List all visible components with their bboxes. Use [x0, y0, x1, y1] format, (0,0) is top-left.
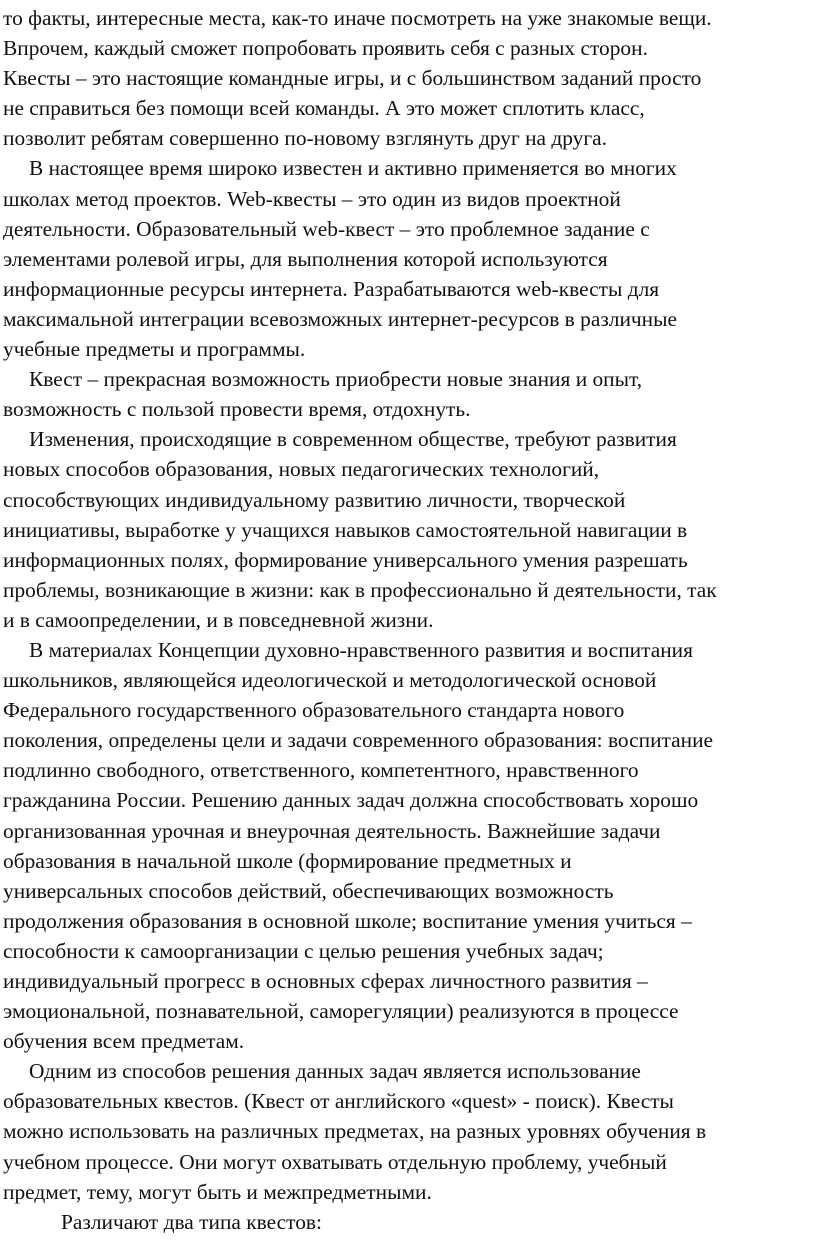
text-line: информационных полях, формирование универсального умения разрешать	[3, 547, 688, 572]
text-line: Различают два типа квестов:	[61, 1209, 322, 1234]
text-line: не справиться без помощи всей команды. А это может сплотить класс,	[3, 96, 645, 121]
text-line: Квест – прекрасная возможность приобрести новые знания и опыт,	[29, 367, 643, 392]
text-line: образования в начальной школе (формирование предметных и	[3, 848, 572, 873]
text-line: Квесты – это настоящие командные игры, и с большинством заданий просто	[3, 66, 702, 91]
text-line: то факты, интересные места, как-то иначе посмотреть на уже знакомые вещи.	[3, 6, 712, 30]
text-line: Впрочем, каждый сможет попробовать проявить себя с разных сторон.	[3, 36, 648, 61]
text-line: информационные ресурсы интернета. Разрабатываются web-квесты для	[3, 276, 660, 301]
text-line: образовательных квестов. (Квест от английского «quest» - поиск). Квесты	[3, 1089, 674, 1114]
text-line: школах метод проектов. Web-квесты – это один из видов проектной	[3, 186, 621, 211]
text-line: универсальных способов действий, обеспечивающих возможность	[3, 878, 614, 903]
text-line: можно использовать на различных предметах, на разных уровнях обучения в	[3, 1119, 707, 1144]
text-line: Одним из способов решения данных задач является использование	[29, 1059, 641, 1084]
text-line: новых способов образования, новых педагогических технологий,	[3, 457, 600, 482]
text-line: подлинно свободного, ответственного, компетентного, нравственного	[3, 758, 639, 783]
text-line: обучения всем предметам.	[3, 1029, 245, 1054]
text-line: способности к самоорганизации с целью решения учебных задач;	[3, 938, 604, 963]
text-line: организованная урочная и внеурочная деятельность. Важнейшие задачи	[3, 818, 661, 843]
text-line: предмет, тему, могут быть и межпредметными.	[3, 1179, 432, 1204]
text-line: школьников, являющейся идеологической и методологической основой	[3, 668, 657, 693]
text-line: инициативы, выработке у учащихся навыков самостоятельной навигации в	[3, 517, 688, 542]
text-line: максимальной интеграции всевозможных интернет-ресурсов в различные	[3, 306, 677, 331]
text-line: учебном процессе. Они могут охватывать отдельную проблему, учебный	[3, 1149, 667, 1174]
text-line: продолжения образования в основной школе; воспитание умения учиться –	[3, 908, 692, 933]
text-line: и в самоопределении, и в повседневной жизни.	[3, 607, 434, 632]
text-line: поколения, определены цели и задачи современного образования: воспитание	[3, 728, 714, 753]
text-line: возможность с пользой провести время, отдохнуть.	[3, 397, 471, 422]
text-line: учебные предметы и программы.	[3, 337, 306, 362]
text-line: В материалах Концепции духовно-нравственного развития и воспитания	[29, 637, 693, 662]
text-line: проблемы, возникающие в жизни: как в профессионально й деятельности, так	[3, 577, 717, 602]
text-line: гражданина России. Решению данных задач должна способствовать хорошо	[3, 788, 699, 813]
text-line: деятельности. Образовательный web-квест – это проблемное задание с	[3, 216, 650, 241]
text-line: Федерального государственного образовательного стандарта нового	[3, 698, 625, 723]
text-line: Изменения, происходящие в современном обществе, требуют развития	[29, 427, 677, 452]
text-line: элементами ролевой игры, для выполнения которой используются	[3, 246, 608, 271]
text-line: индивидуальный прогресс в основных сферах личностного развития –	[3, 969, 648, 993]
text-line: способствующих индивидуальному развитию личности, творческой	[3, 487, 626, 512]
text-line: позволит ребятам совершенно по-новому взглянуть друг на друга.	[3, 126, 607, 151]
text-line: эмоциональной, познавательной, саморегуляции) реализуются в процессе	[3, 999, 679, 1024]
text-line: В настоящее время широко известен и активно применяется во многих	[29, 156, 677, 181]
